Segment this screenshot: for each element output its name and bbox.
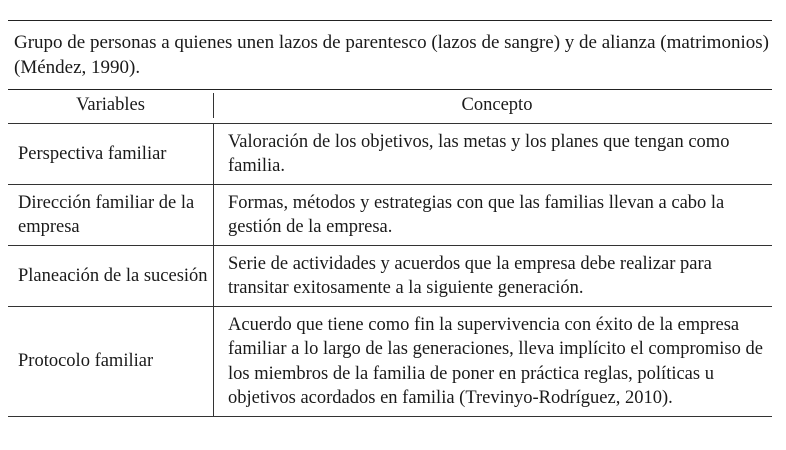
- concepto-cell: Valoración de los objetivos, las metas y los planes que tengan como familia.: [228, 131, 730, 176]
- table-header: [8, 90, 772, 123]
- bottom-rule: [8, 416, 772, 417]
- variable-cell: Planeación de la sucesión: [8, 246, 214, 306]
- header-concepto: Concepto: [461, 95, 533, 115]
- table-row: [8, 307, 772, 416]
- concepto-cell: Serie de actividades y acuerdos que la empresa debe realizar para transitar exitosamente a la siguiente generación.: [228, 253, 712, 298]
- concepto-cell: Acuerdo que tiene como fin la supervivencia con éxito de la empresa familiar a lo largo de las generaciones, lleva implícito el compromiso de los miembros de la familia de poner en práctica reglas, políticas u objetivos acordados en familia (Trevinyo-Rodríguez, 2010).: [228, 314, 763, 408]
- document-table: [8, 20, 772, 417]
- table-row: [8, 246, 772, 306]
- variable-cell: Dirección familiar de la empresa: [8, 185, 214, 245]
- variable-cell: Perspectiva familiar: [8, 124, 214, 184]
- intro-definition: Grupo de personas a quienes unen lazos de parentesco (lazos de sangre) y de alianza (matrimonios) (Méndez, 1990).: [14, 32, 769, 78]
- variable-cell: Protocolo familiar: [8, 307, 214, 416]
- table-row: [8, 124, 772, 184]
- table-row: [8, 185, 772, 245]
- concepto-cell: Formas, métodos y estrategias con que las familias llevan a cabo la gestión de la empresa.: [228, 192, 725, 237]
- header-variables: Variables: [8, 93, 214, 118]
